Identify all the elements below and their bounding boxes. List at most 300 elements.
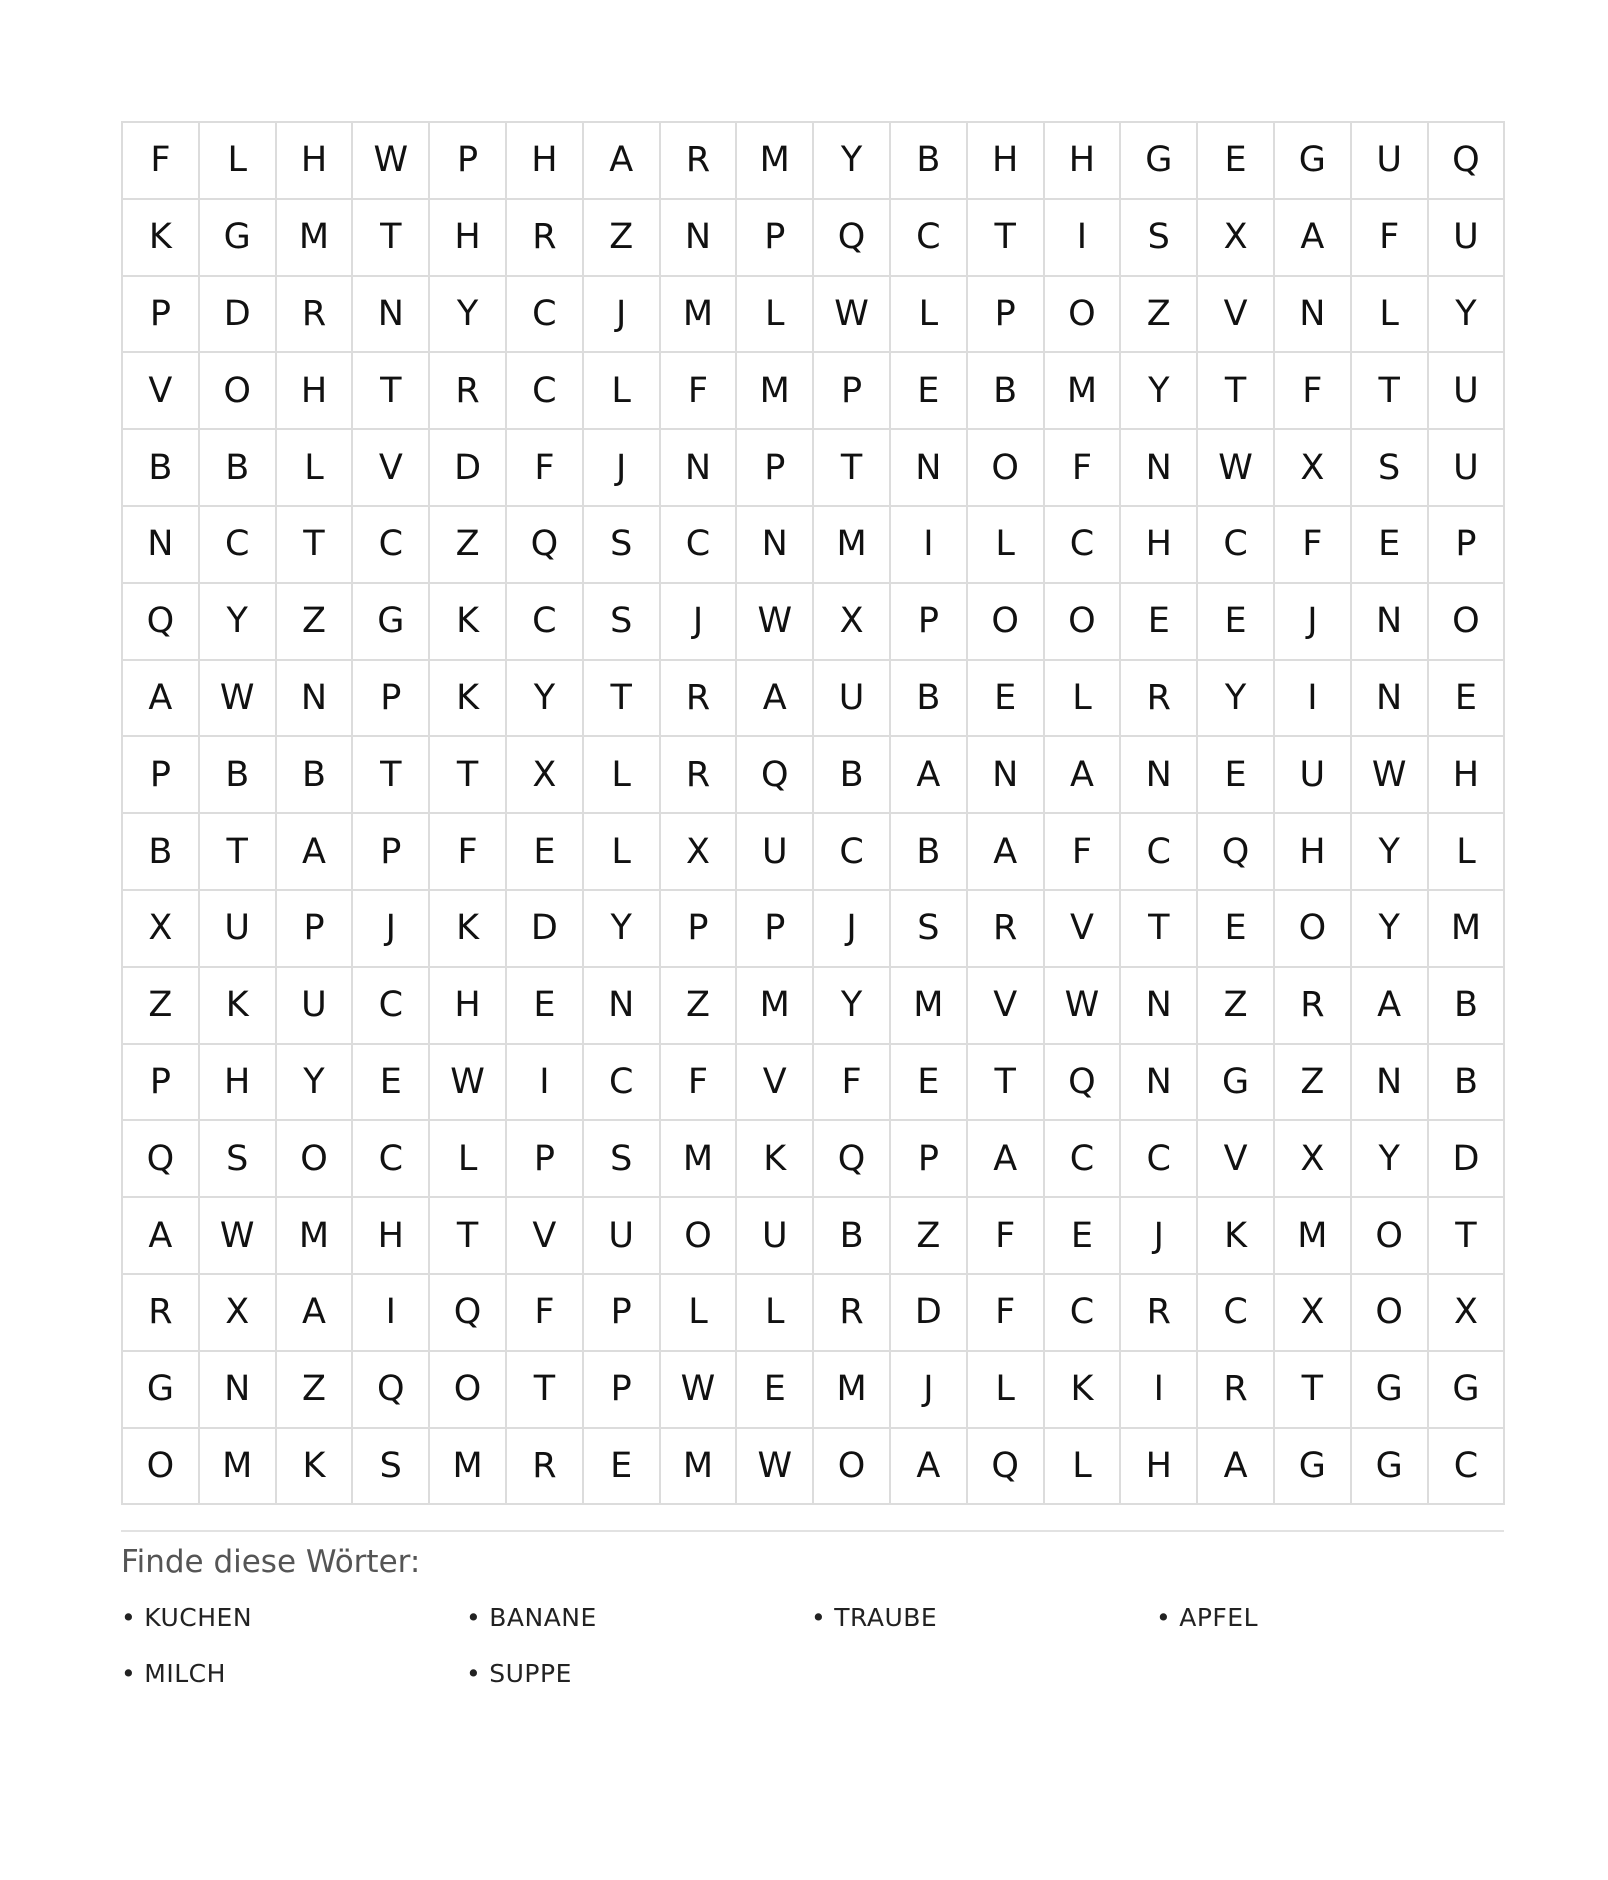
grid-cell[interactable]: C: [353, 968, 430, 1045]
grid-cell[interactable]: G: [1121, 123, 1198, 200]
grid-cell[interactable]: Q: [1429, 123, 1506, 200]
grid-cell[interactable]: R: [661, 661, 738, 738]
grid-cell[interactable]: V: [1045, 891, 1122, 968]
grid-cell[interactable]: I: [353, 1275, 430, 1352]
grid-cell[interactable]: N: [584, 968, 661, 1045]
grid-cell[interactable]: N: [1121, 737, 1198, 814]
grid-cell[interactable]: F: [1275, 507, 1352, 584]
grid-cell[interactable]: E: [1198, 891, 1275, 968]
grid-cell[interactable]: C: [1045, 1121, 1122, 1198]
grid-cell[interactable]: E: [891, 353, 968, 430]
grid-cell[interactable]: H: [353, 1198, 430, 1275]
grid-cell[interactable]: D: [507, 891, 584, 968]
grid-cell[interactable]: R: [507, 1429, 584, 1506]
grid-cell[interactable]: X: [200, 1275, 277, 1352]
grid-cell[interactable]: O: [968, 430, 1045, 507]
grid-cell[interactable]: P: [968, 277, 1045, 354]
grid-cell[interactable]: L: [1429, 814, 1506, 891]
grid-cell[interactable]: S: [1352, 430, 1429, 507]
grid-cell[interactable]: P: [661, 891, 738, 968]
grid-cell[interactable]: E: [1352, 507, 1429, 584]
grid-cell[interactable]: N: [661, 200, 738, 277]
grid-cell[interactable]: M: [277, 200, 354, 277]
grid-cell[interactable]: J: [891, 1352, 968, 1429]
grid-cell[interactable]: L: [661, 1275, 738, 1352]
grid-cell[interactable]: C: [814, 814, 891, 891]
grid-cell[interactable]: M: [1429, 891, 1506, 968]
grid-cell[interactable]: H: [1045, 123, 1122, 200]
grid-cell[interactable]: G: [1198, 1045, 1275, 1122]
grid-cell[interactable]: U: [814, 661, 891, 738]
grid-cell[interactable]: Y: [1352, 891, 1429, 968]
grid-cell[interactable]: I: [1045, 200, 1122, 277]
grid-cell[interactable]: F: [1045, 814, 1122, 891]
grid-cell[interactable]: E: [891, 1045, 968, 1122]
grid-cell[interactable]: A: [123, 1198, 200, 1275]
grid-cell[interactable]: T: [200, 814, 277, 891]
grid-cell[interactable]: J: [584, 277, 661, 354]
grid-cell[interactable]: Z: [123, 968, 200, 1045]
grid-cell[interactable]: A: [737, 661, 814, 738]
grid-cell[interactable]: A: [891, 737, 968, 814]
grid-cell[interactable]: I: [891, 507, 968, 584]
grid-cell[interactable]: O: [277, 1121, 354, 1198]
grid-cell[interactable]: L: [1352, 277, 1429, 354]
grid-cell[interactable]: N: [277, 661, 354, 738]
grid-cell[interactable]: N: [661, 430, 738, 507]
grid-cell[interactable]: W: [814, 277, 891, 354]
grid-cell[interactable]: T: [1121, 891, 1198, 968]
grid-cell[interactable]: Y: [1198, 661, 1275, 738]
grid-cell[interactable]: M: [737, 123, 814, 200]
grid-cell[interactable]: R: [968, 891, 1045, 968]
grid-cell[interactable]: K: [430, 891, 507, 968]
grid-cell[interactable]: W: [353, 123, 430, 200]
grid-cell[interactable]: H: [968, 123, 1045, 200]
grid-cell[interactable]: Z: [891, 1198, 968, 1275]
grid-cell[interactable]: A: [968, 814, 1045, 891]
grid-cell[interactable]: C: [507, 584, 584, 661]
grid-cell[interactable]: C: [1198, 1275, 1275, 1352]
grid-cell[interactable]: S: [1121, 200, 1198, 277]
grid-cell[interactable]: Y: [584, 891, 661, 968]
grid-cell[interactable]: L: [584, 814, 661, 891]
grid-cell[interactable]: E: [353, 1045, 430, 1122]
grid-cell[interactable]: C: [1045, 1275, 1122, 1352]
grid-cell[interactable]: R: [1198, 1352, 1275, 1429]
grid-cell[interactable]: T: [1198, 353, 1275, 430]
grid-cell[interactable]: L: [968, 1352, 1045, 1429]
grid-cell[interactable]: U: [1429, 353, 1506, 430]
grid-cell[interactable]: H: [200, 1045, 277, 1122]
grid-cell[interactable]: B: [891, 814, 968, 891]
grid-cell[interactable]: A: [277, 814, 354, 891]
grid-cell[interactable]: T: [353, 737, 430, 814]
grid-cell[interactable]: K: [277, 1429, 354, 1506]
grid-cell[interactable]: Y: [814, 968, 891, 1045]
grid-cell[interactable]: J: [353, 891, 430, 968]
grid-cell[interactable]: T: [968, 1045, 1045, 1122]
grid-cell[interactable]: Q: [123, 1121, 200, 1198]
grid-cell[interactable]: P: [737, 891, 814, 968]
grid-cell[interactable]: T: [968, 200, 1045, 277]
grid-cell[interactable]: V: [968, 968, 1045, 1045]
grid-cell[interactable]: M: [1045, 353, 1122, 430]
grid-cell[interactable]: P: [430, 123, 507, 200]
grid-cell[interactable]: W: [200, 1198, 277, 1275]
grid-cell[interactable]: T: [353, 200, 430, 277]
grid-cell[interactable]: Q: [430, 1275, 507, 1352]
grid-cell[interactable]: Z: [277, 1352, 354, 1429]
grid-cell[interactable]: N: [200, 1352, 277, 1429]
grid-cell[interactable]: A: [1198, 1429, 1275, 1506]
grid-cell[interactable]: L: [584, 353, 661, 430]
grid-cell[interactable]: F: [814, 1045, 891, 1122]
grid-cell[interactable]: W: [1045, 968, 1122, 1045]
grid-cell[interactable]: E: [507, 814, 584, 891]
grid-cell[interactable]: E: [584, 1429, 661, 1506]
grid-cell[interactable]: M: [814, 507, 891, 584]
grid-cell[interactable]: M: [814, 1352, 891, 1429]
grid-cell[interactable]: B: [123, 814, 200, 891]
grid-cell[interactable]: H: [1275, 814, 1352, 891]
grid-cell[interactable]: L: [430, 1121, 507, 1198]
grid-cell[interactable]: P: [1429, 507, 1506, 584]
grid-cell[interactable]: E: [1198, 584, 1275, 661]
grid-cell[interactable]: X: [123, 891, 200, 968]
grid-cell[interactable]: O: [1429, 584, 1506, 661]
grid-cell[interactable]: B: [200, 737, 277, 814]
grid-cell[interactable]: I: [1275, 661, 1352, 738]
grid-cell[interactable]: Q: [814, 200, 891, 277]
grid-cell[interactable]: B: [277, 737, 354, 814]
grid-cell[interactable]: S: [584, 584, 661, 661]
grid-cell[interactable]: T: [430, 737, 507, 814]
grid-cell[interactable]: P: [814, 353, 891, 430]
grid-cell[interactable]: M: [737, 353, 814, 430]
grid-cell[interactable]: E: [968, 661, 1045, 738]
grid-cell[interactable]: N: [1275, 277, 1352, 354]
grid-cell[interactable]: L: [1045, 661, 1122, 738]
grid-cell[interactable]: C: [1121, 814, 1198, 891]
grid-cell[interactable]: A: [123, 661, 200, 738]
grid-cell[interactable]: P: [123, 277, 200, 354]
grid-cell[interactable]: R: [123, 1275, 200, 1352]
grid-cell[interactable]: U: [1352, 123, 1429, 200]
grid-cell[interactable]: L: [737, 277, 814, 354]
grid-cell[interactable]: S: [200, 1121, 277, 1198]
grid-cell[interactable]: K: [200, 968, 277, 1045]
grid-cell[interactable]: P: [353, 814, 430, 891]
grid-cell[interactable]: R: [430, 353, 507, 430]
grid-cell[interactable]: A: [968, 1121, 1045, 1198]
grid-cell[interactable]: X: [814, 584, 891, 661]
grid-cell[interactable]: L: [737, 1275, 814, 1352]
grid-cell[interactable]: V: [737, 1045, 814, 1122]
grid-cell[interactable]: P: [123, 1045, 200, 1122]
grid-cell[interactable]: A: [277, 1275, 354, 1352]
grid-cell[interactable]: C: [1198, 507, 1275, 584]
grid-cell[interactable]: N: [1352, 1045, 1429, 1122]
grid-cell[interactable]: G: [353, 584, 430, 661]
grid-cell[interactable]: O: [1352, 1198, 1429, 1275]
grid-cell[interactable]: H: [277, 353, 354, 430]
grid-cell[interactable]: Z: [584, 200, 661, 277]
grid-cell[interactable]: X: [1275, 1121, 1352, 1198]
grid-cell[interactable]: D: [891, 1275, 968, 1352]
grid-cell[interactable]: G: [1352, 1352, 1429, 1429]
grid-cell[interactable]: Z: [661, 968, 738, 1045]
grid-cell[interactable]: F: [507, 430, 584, 507]
grid-cell[interactable]: W: [430, 1045, 507, 1122]
grid-cell[interactable]: Z: [1198, 968, 1275, 1045]
grid-cell[interactable]: X: [1275, 1275, 1352, 1352]
grid-cell[interactable]: E: [1121, 584, 1198, 661]
grid-cell[interactable]: X: [1198, 200, 1275, 277]
grid-cell[interactable]: C: [353, 1121, 430, 1198]
grid-cell[interactable]: W: [1198, 430, 1275, 507]
grid-cell[interactable]: M: [277, 1198, 354, 1275]
grid-cell[interactable]: R: [1275, 968, 1352, 1045]
grid-cell[interactable]: I: [1121, 1352, 1198, 1429]
grid-cell[interactable]: V: [507, 1198, 584, 1275]
grid-cell[interactable]: P: [123, 737, 200, 814]
grid-cell[interactable]: H: [1121, 1429, 1198, 1506]
grid-cell[interactable]: A: [1045, 737, 1122, 814]
grid-cell[interactable]: Y: [1121, 353, 1198, 430]
grid-cell[interactable]: C: [584, 1045, 661, 1122]
grid-cell[interactable]: B: [1429, 968, 1506, 1045]
grid-cell[interactable]: Y: [1352, 814, 1429, 891]
grid-cell[interactable]: F: [661, 353, 738, 430]
grid-cell[interactable]: A: [584, 123, 661, 200]
grid-cell[interactable]: C: [1429, 1429, 1506, 1506]
grid-cell[interactable]: L: [891, 277, 968, 354]
grid-cell[interactable]: S: [584, 1121, 661, 1198]
grid-cell[interactable]: M: [891, 968, 968, 1045]
grid-cell[interactable]: O: [661, 1198, 738, 1275]
grid-cell[interactable]: Z: [277, 584, 354, 661]
grid-cell[interactable]: C: [891, 200, 968, 277]
grid-cell[interactable]: V: [353, 430, 430, 507]
grid-cell[interactable]: Q: [1045, 1045, 1122, 1122]
grid-cell[interactable]: E: [1429, 661, 1506, 738]
grid-cell[interactable]: Y: [200, 584, 277, 661]
grid-cell[interactable]: R: [814, 1275, 891, 1352]
grid-cell[interactable]: W: [200, 661, 277, 738]
grid-cell[interactable]: Z: [1121, 277, 1198, 354]
grid-cell[interactable]: K: [1045, 1352, 1122, 1429]
grid-cell[interactable]: B: [968, 353, 1045, 430]
grid-cell[interactable]: J: [814, 891, 891, 968]
grid-cell[interactable]: N: [1121, 430, 1198, 507]
grid-cell[interactable]: M: [661, 1121, 738, 1198]
grid-cell[interactable]: H: [507, 123, 584, 200]
grid-cell[interactable]: L: [968, 507, 1045, 584]
grid-cell[interactable]: E: [1198, 737, 1275, 814]
grid-cell[interactable]: V: [1198, 277, 1275, 354]
grid-cell[interactable]: P: [584, 1275, 661, 1352]
grid-cell[interactable]: C: [507, 353, 584, 430]
grid-cell[interactable]: U: [584, 1198, 661, 1275]
grid-cell[interactable]: F: [1352, 200, 1429, 277]
grid-cell[interactable]: X: [661, 814, 738, 891]
grid-cell[interactable]: F: [507, 1275, 584, 1352]
grid-cell[interactable]: O: [1275, 891, 1352, 968]
grid-cell[interactable]: J: [1121, 1198, 1198, 1275]
grid-cell[interactable]: B: [200, 430, 277, 507]
grid-cell[interactable]: P: [891, 584, 968, 661]
grid-cell[interactable]: Q: [968, 1429, 1045, 1506]
grid-cell[interactable]: G: [1352, 1429, 1429, 1506]
grid-cell[interactable]: Y: [814, 123, 891, 200]
grid-cell[interactable]: F: [661, 1045, 738, 1122]
grid-cell[interactable]: X: [1275, 430, 1352, 507]
grid-cell[interactable]: P: [507, 1121, 584, 1198]
grid-cell[interactable]: F: [430, 814, 507, 891]
grid-cell[interactable]: N: [968, 737, 1045, 814]
grid-cell[interactable]: A: [1275, 200, 1352, 277]
grid-cell[interactable]: G: [200, 200, 277, 277]
grid-cell[interactable]: L: [584, 737, 661, 814]
grid-cell[interactable]: T: [430, 1198, 507, 1275]
grid-cell[interactable]: G: [1275, 123, 1352, 200]
grid-cell[interactable]: B: [814, 737, 891, 814]
grid-cell[interactable]: B: [123, 430, 200, 507]
grid-cell[interactable]: J: [661, 584, 738, 661]
grid-cell[interactable]: E: [1198, 123, 1275, 200]
grid-cell[interactable]: B: [1429, 1045, 1506, 1122]
grid-cell[interactable]: H: [430, 968, 507, 1045]
grid-cell[interactable]: O: [1352, 1275, 1429, 1352]
grid-cell[interactable]: T: [507, 1352, 584, 1429]
grid-cell[interactable]: N: [1352, 584, 1429, 661]
grid-cell[interactable]: Q: [1198, 814, 1275, 891]
grid-cell[interactable]: V: [1198, 1121, 1275, 1198]
grid-cell[interactable]: G: [123, 1352, 200, 1429]
grid-cell[interactable]: P: [737, 200, 814, 277]
grid-cell[interactable]: Q: [507, 507, 584, 584]
grid-cell[interactable]: K: [737, 1121, 814, 1198]
grid-cell[interactable]: Q: [814, 1121, 891, 1198]
grid-cell[interactable]: P: [353, 661, 430, 738]
grid-cell[interactable]: R: [1121, 661, 1198, 738]
grid-cell[interactable]: X: [507, 737, 584, 814]
grid-cell[interactable]: M: [737, 968, 814, 1045]
grid-cell[interactable]: T: [814, 430, 891, 507]
grid-cell[interactable]: K: [1198, 1198, 1275, 1275]
grid-cell[interactable]: P: [277, 891, 354, 968]
grid-cell[interactable]: O: [814, 1429, 891, 1506]
grid-cell[interactable]: R: [661, 737, 738, 814]
grid-cell[interactable]: O: [968, 584, 1045, 661]
grid-cell[interactable]: H: [1121, 507, 1198, 584]
grid-cell[interactable]: C: [200, 507, 277, 584]
grid-cell[interactable]: N: [891, 430, 968, 507]
grid-cell[interactable]: S: [353, 1429, 430, 1506]
grid-cell[interactable]: C: [1121, 1121, 1198, 1198]
grid-cell[interactable]: U: [1275, 737, 1352, 814]
grid-cell[interactable]: G: [1429, 1352, 1506, 1429]
grid-cell[interactable]: U: [1429, 430, 1506, 507]
grid-cell[interactable]: Y: [430, 277, 507, 354]
grid-cell[interactable]: U: [737, 1198, 814, 1275]
grid-cell[interactable]: D: [1429, 1121, 1506, 1198]
grid-cell[interactable]: D: [430, 430, 507, 507]
grid-cell[interactable]: R: [1121, 1275, 1198, 1352]
grid-cell[interactable]: U: [277, 968, 354, 1045]
grid-cell[interactable]: S: [891, 891, 968, 968]
grid-cell[interactable]: N: [1352, 661, 1429, 738]
grid-cell[interactable]: C: [1045, 507, 1122, 584]
grid-cell[interactable]: J: [1275, 584, 1352, 661]
grid-cell[interactable]: N: [123, 507, 200, 584]
grid-cell[interactable]: K: [430, 584, 507, 661]
grid-cell[interactable]: Z: [430, 507, 507, 584]
grid-cell[interactable]: Q: [353, 1352, 430, 1429]
grid-cell[interactable]: F: [1045, 430, 1122, 507]
grid-cell[interactable]: B: [814, 1198, 891, 1275]
grid-cell[interactable]: N: [1121, 1045, 1198, 1122]
grid-cell[interactable]: W: [737, 1429, 814, 1506]
grid-cell[interactable]: B: [891, 123, 968, 200]
grid-cell[interactable]: E: [507, 968, 584, 1045]
grid-cell[interactable]: Y: [1352, 1121, 1429, 1198]
grid-cell[interactable]: L: [200, 123, 277, 200]
grid-cell[interactable]: U: [200, 891, 277, 968]
grid-cell[interactable]: A: [1352, 968, 1429, 1045]
grid-cell[interactable]: A: [891, 1429, 968, 1506]
grid-cell[interactable]: J: [584, 430, 661, 507]
grid-cell[interactable]: R: [661, 123, 738, 200]
grid-cell[interactable]: H: [277, 123, 354, 200]
grid-cell[interactable]: V: [123, 353, 200, 430]
grid-cell[interactable]: K: [430, 661, 507, 738]
grid-cell[interactable]: P: [891, 1121, 968, 1198]
grid-cell[interactable]: E: [1045, 1198, 1122, 1275]
grid-cell[interactable]: T: [353, 353, 430, 430]
grid-cell[interactable]: W: [1352, 737, 1429, 814]
grid-cell[interactable]: O: [123, 1429, 200, 1506]
grid-cell[interactable]: M: [661, 1429, 738, 1506]
grid-cell[interactable]: Y: [507, 661, 584, 738]
grid-cell[interactable]: Z: [1275, 1045, 1352, 1122]
grid-cell[interactable]: C: [353, 507, 430, 584]
grid-cell[interactable]: C: [507, 277, 584, 354]
grid-cell[interactable]: P: [737, 430, 814, 507]
grid-cell[interactable]: B: [891, 661, 968, 738]
grid-cell[interactable]: W: [661, 1352, 738, 1429]
grid-cell[interactable]: O: [1045, 584, 1122, 661]
grid-cell[interactable]: T: [584, 661, 661, 738]
grid-cell[interactable]: T: [277, 507, 354, 584]
grid-cell[interactable]: O: [1045, 277, 1122, 354]
grid-cell[interactable]: T: [1352, 353, 1429, 430]
grid-cell[interactable]: M: [430, 1429, 507, 1506]
grid-cell[interactable]: T: [1429, 1198, 1506, 1275]
grid-cell[interactable]: U: [737, 814, 814, 891]
grid-cell[interactable]: Y: [1429, 277, 1506, 354]
grid-cell[interactable]: F: [968, 1275, 1045, 1352]
grid-cell[interactable]: R: [277, 277, 354, 354]
grid-cell[interactable]: L: [1045, 1429, 1122, 1506]
grid-cell[interactable]: L: [277, 430, 354, 507]
grid-cell[interactable]: F: [968, 1198, 1045, 1275]
grid-cell[interactable]: M: [661, 277, 738, 354]
grid-cell[interactable]: W: [737, 584, 814, 661]
grid-cell[interactable]: N: [1121, 968, 1198, 1045]
grid-cell[interactable]: U: [1429, 200, 1506, 277]
